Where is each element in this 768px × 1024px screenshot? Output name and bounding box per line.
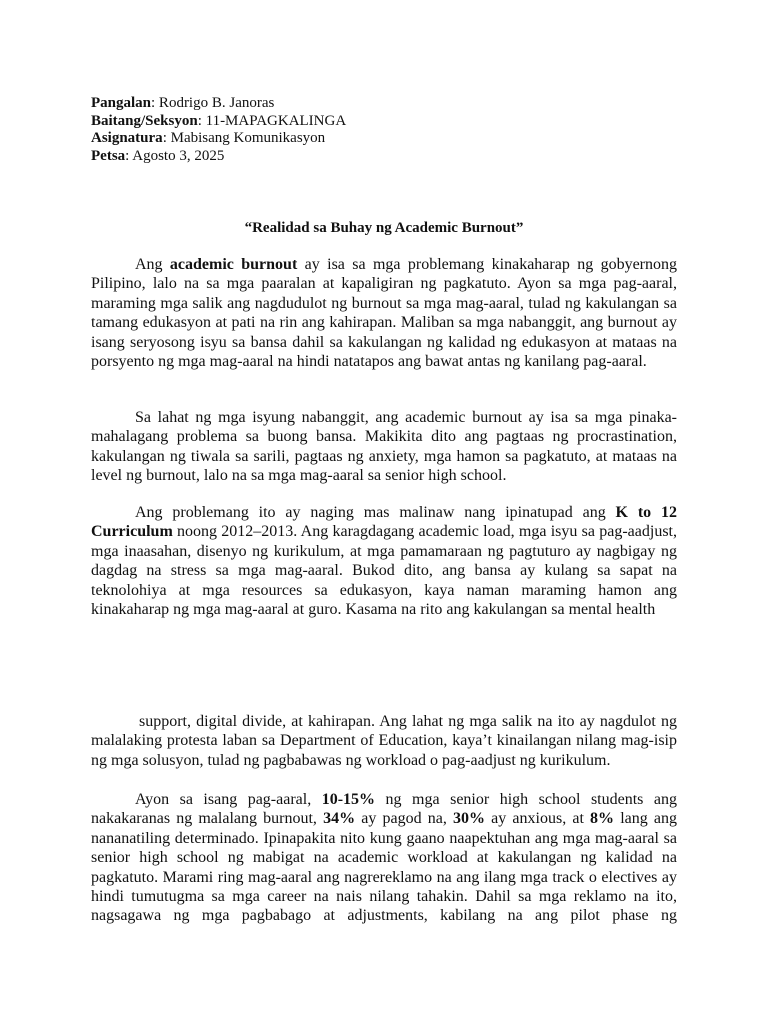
- date-value: : Agosto 3, 2025: [125, 147, 225, 164]
- essay-title: “Realidad sa Buhay ng Academic Burnout”: [244, 220, 524, 236]
- p5-bold-stat-1: 10-15%: [321, 791, 376, 808]
- name-value: : Rodrigo B. Janoras: [151, 95, 275, 111]
- p1-text-c: ay isa sa mga problemang kinakaharap ng gobyernong Pilipino, lalo na sa mga paaralan at kapaligiran ng pagkatuto. Ayon sa mga pag-aaral, maraming mga salik ang nagdudulot ng burnout sa mga mag-aaral, tulad ng kakulangan sa tamang edukasyon at pati na rin ang kahirapan. Maliban sa mga nabanggit, ang burnout ay isang seryosong isyu sa bansa dahil sa kakulangan ng kalidad ng edukasyon at mataas na porsyento ng mga mag-aaral na hindi natatapos ang bawat antas ng kanilang pag-aaral.: [91, 256, 678, 371]
- p3-text-c: noong 2012–2013. Ang karagdagang academic load, mga isyu sa pag-aadjust, mga inaasahan, disenyo ng kurikulum, at mga pamamaraan ng pagtuturo ay nagbigay ng dagdag na stress sa mga mag-aaral. Bukod dito, ang bansa ay kulang sa sapat na teknolohiya at mga resources sa edukasyon, kaya naman maraming hamon ang kinakaharap ng mga mag-aaral at guro. Kasama na rito ang kakulangan sa mental health: [91, 523, 677, 619]
- p5-text-i: lang ang nananatiling determinado. Ipinapakita nito kung gaano naapektuhan ang mga mag-aaral sa senior high school ng mabigat na academic workload at kakulangan ng kalidad na pagkatuto. Marami ring mag-aaral ang nagrereklamo na ang ilang mga track o electives ay hindi tumutugma sa mga career na nais nilang tahakin. Dahil sa mga reklamo na ito, nagsagawa ng mga pagbabago at adjustments, kabilang na ang pilot phase ng: [91, 810, 677, 925]
- p4-text: support, digital divide, at kahirapan. Ang lahat ng mga salik na ito ay nagdulot ng malalaking protesta laban sa Department of Education, kaya’t kinailangan nilang mag-isip ng mga solusyon, tulad ng pagbabawas ng workload o pag-aadjust ng kurikulum.: [91, 713, 677, 769]
- p1-bold-term: academic burnout: [169, 256, 298, 273]
- section-line: [91, 113, 346, 131]
- section-value: : 11-MAPAGKALINGA: [197, 112, 347, 129]
- p1-text-a: Ang: [135, 256, 170, 273]
- paragraph-2: [91, 408, 677, 486]
- p5-bold-stat-2: 34%: [323, 810, 356, 828]
- p3-bold-term: K to 12 Curriculum: [91, 504, 678, 541]
- subject-value: : Mabisang Komunikasyon: [162, 130, 326, 146]
- p5-text-e: ay pagod na,: [355, 810, 454, 828]
- paragraph-3: [91, 503, 677, 619]
- p5-text-g: ay anxious, at: [485, 810, 591, 828]
- p5-bold-stat-3: 30%: [453, 810, 486, 828]
- paragraph-5: [91, 790, 677, 926]
- p3-text-a: Ang problemang ito ay naging mas malinaw nang ipinatupad ang: [135, 504, 616, 521]
- subject-line: [91, 130, 346, 148]
- p5-text-c: ng mga senior high school students ang nakakaranas ng malalang burnout,: [91, 791, 677, 828]
- p5-bold-stat-4: 8%: [590, 810, 615, 828]
- student-info-header: [91, 95, 346, 165]
- date-line: [91, 148, 346, 166]
- subject-label: Asignatura: [91, 130, 163, 146]
- paragraph-4: [91, 712, 677, 770]
- name-line: [91, 95, 346, 113]
- date-label: Petsa: [91, 147, 126, 164]
- paragraph-1: [91, 255, 677, 371]
- section-label: Baitang/Seksyon: [91, 112, 198, 129]
- p2-text: Sa lahat ng mga isyung nabanggit, ang academic burnout ay isa sa mga pinaka-mahalagang problema sa buong bansa. Makikita dito ang pagtaas ng procrastination, kakulangan ng tiwala sa sarili, pagtaas ng anxiety, mga hamon sa pagkatuto, at mataas na level ng burnout, lalo na sa mga mag-aaral sa senior high school.: [91, 409, 677, 485]
- name-label: Pangalan: [91, 95, 152, 111]
- p5-text-a: Ayon sa isang pag-aaral,: [135, 791, 322, 808]
